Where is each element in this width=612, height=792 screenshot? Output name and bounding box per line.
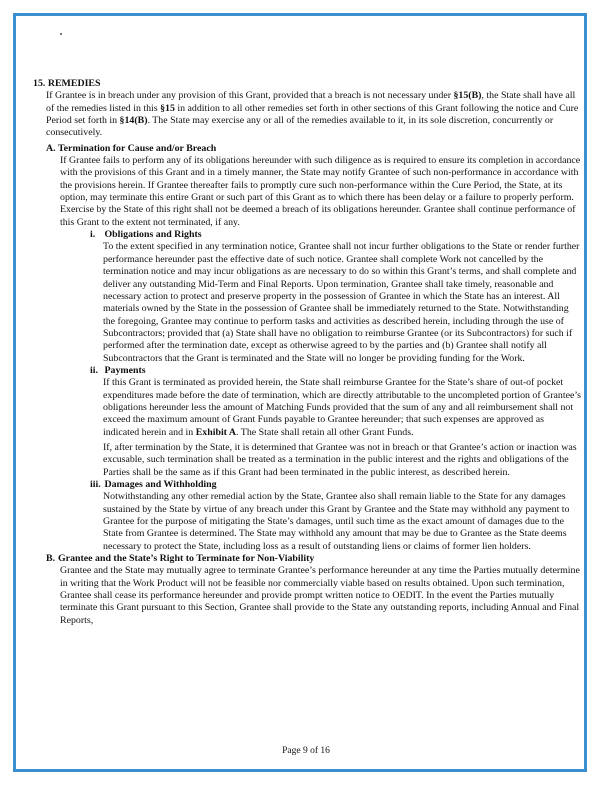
page-number: Page 9 of 16 (282, 746, 330, 756)
item-iii-num: iii. (90, 479, 101, 490)
subsection-a-heading (33, 143, 581, 155)
item-ii-title: Payments (104, 364, 146, 376)
subsection-a-title: Termination for Cause and/or Breach (58, 142, 217, 154)
item-ii-body: If this Grant is terminated as provided herein, the State shall reimburse Grantee for the State’s share of out-of pocket expenditures made before the date of termination, which are directly attributable to the uncompleted portion of Grantee’s obligations hereunder less the amount of Matching Funds provided that the sum of any and all reimbursement shall not exceed the maximum amount of Grant Funds payable to Grantee hereunder; that such expenses are approved as indicated herein and in Exhibit A. The State shall retain all other Grant Funds. (103, 377, 581, 438)
item-ii-heading (33, 365, 581, 377)
subsection-b-letter: B. (46, 553, 56, 565)
ref-15b: §15(B) (453, 90, 482, 102)
item-i-title: Obligations and Rights (104, 229, 202, 241)
subsection-a-body: If Grantee fails to perform any of its obligations hereunder with such diligence as is required to ensure its completion in accordance with the provisions of this Grant and in a timely manner, the State may notify Grantee of such non-performance in accordance with the provisions herein. If Grantee thereafter fails to promptly cure such non-performance within the Cure Period, the State, at its option, may terminate this entire Grant or such part of this Grant as to which there has been delay or a failure to properly perform. Exercise by the State of this right shall not be deemed a breach of its obligations hereunder. Grantee shall continue performance of this Grant to the extent not terminated, if any. (60, 155, 581, 228)
item-ii-body-2: If, after termination by the State, it is determined that Grantee was not in breach or that Grantee’s action or inaction was excusable, such termination shall be treated as a termination in the public interest and the rights and obligations of the Parties shall be the same as if this Grant had been terminated in the public interest, as described herein. (103, 441, 577, 478)
item-iii-title: Damages and Withholding (104, 479, 217, 490)
ref-15: §15 (160, 102, 175, 114)
document-body (33, 78, 581, 627)
item-ii-num: ii. (90, 364, 98, 376)
item-iii-body: Notwithstanding any other remedial action by the State, Grantee also shall remain liable to the State for any damages sustained by the State by virtue of any breach under this Grant by Grantee and the State may withhold any payment to Grantee for the purpose of mitigating the State’s damages, until such time as the exact amount of damages due to the State from Grantee is determined. The State may withhold any amount that may be due to Grantee as the State deems necessary to protect the State, including loss as a result of outstanding liens or claims of former lien holders. (103, 491, 570, 552)
exhibit-a-ref: Exhibit A (195, 426, 237, 438)
subsection-b-heading (33, 553, 581, 565)
item-i-num: i. (90, 229, 96, 241)
scan-speck (60, 33, 62, 35)
item-i-body: To the extent specified in any termination notice, Grantee shall not incur further obligations to the State or render further performance hereunder past the effective date of such notice. Grantee shall complete Work not cancelled by the termination notice and may incur obligations as are necessary to do so within this Grant’s terms, and shall complete and deliver any outstanding Mid-Term and Final Reports. Upon termination, Grantee shall take timely, reasonable and necessary action to protect and preserve property in the possession of Grantee in which the State has an interest. All materials owned by the State in the possession of Grantee shall be immediately returned to the State. Notwithstanding the foregoing, Grantee may continue to perform tasks and activities as described herein, including through the use of Subcontractors; provided that (a) State shall have no obligation to reimburse Grantee (or its Subcontractors) for such if performed after the termination date, except as otherwise agreed to by the parties and (b) Grantee shall notify all Subcontractors that the Grant is terminated and the State will no longer be providing funding for the Work. (103, 241, 580, 364)
subsection-a-letter: A. (46, 142, 56, 154)
item-i-heading (33, 229, 581, 241)
section-heading: 15. REMEDIES (33, 78, 101, 89)
item-iii-heading (33, 479, 581, 491)
section-intro: If Grantee is in breach under any provision of this Grant, provided that a breach is not necessary under §15(B), the State shall have all of the remedies listed in this §15 in addition to all other remedies set forth in other sections of this Grant following the notice and Cure Period set forth in §14(B). The State may exercise any or all of the remedies available to it, in its sole discretion, concurrently or consecutively. (46, 90, 579, 139)
subsection-b-body: Grantee and the State may mutually agree to terminate Grantee’s performance hereunder at any time the Parties mutually determine in writing that the Work Product will not be feasible nor commercially viable based on results obtained. Upon such termination, Grantee shall cease its performance hereunder and provide prompt written notice to OEDIT. In the event the Parties mutually terminate this Grant pursuant to this Section, Grantee shall provide to the State any outstanding reports, including Annual and Final Reports, (60, 565, 580, 626)
subsection-b-title: Grantee and the State’s Right to Terminate for Non-Viability (58, 553, 315, 565)
ref-14b: §14(B) (119, 115, 148, 127)
